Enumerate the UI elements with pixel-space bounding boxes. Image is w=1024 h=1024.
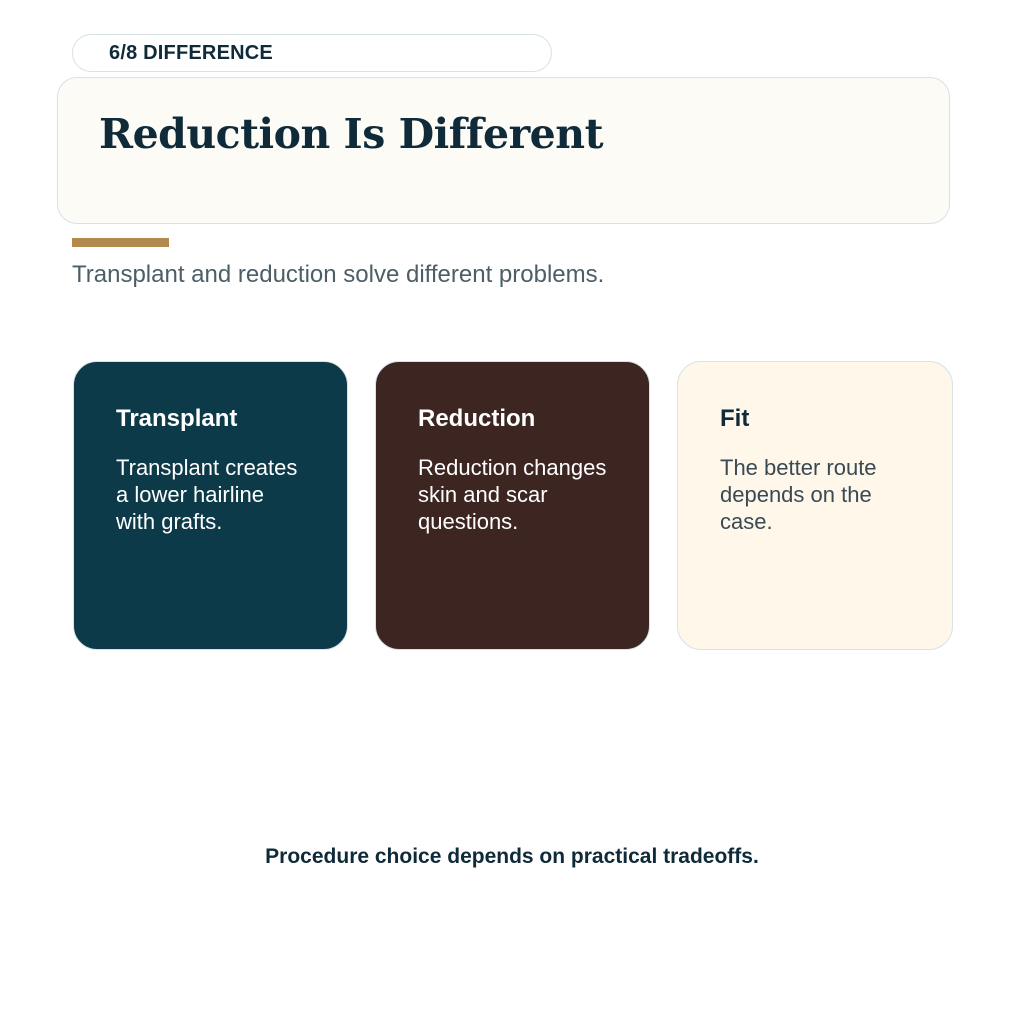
card-text: The better route depends on the case. <box>720 455 877 534</box>
card-text: Reduction changes skin and scar questions. <box>418 455 607 534</box>
slide-counter-pill <box>72 34 552 72</box>
card-heading: Transplant <box>116 405 238 432</box>
card-fit <box>677 361 953 650</box>
page-title: Reduction Is Different <box>99 110 604 158</box>
card-heading: Reduction <box>418 405 536 432</box>
card-text: Transplant creates a lower hairline with grafts. <box>116 455 298 534</box>
card-heading: Fit <box>720 405 750 432</box>
accent-bar <box>72 238 169 247</box>
card-transplant <box>73 361 348 650</box>
slide-counter-label: 6/8 DIFFERENCE <box>109 41 273 64</box>
card-reduction <box>375 361 650 650</box>
page-subtitle: Transplant and reduction solve different problems. <box>72 261 605 288</box>
title-card <box>57 77 950 224</box>
footer-takeaway: Procedure choice depends on practical tradeoffs. <box>265 845 759 868</box>
